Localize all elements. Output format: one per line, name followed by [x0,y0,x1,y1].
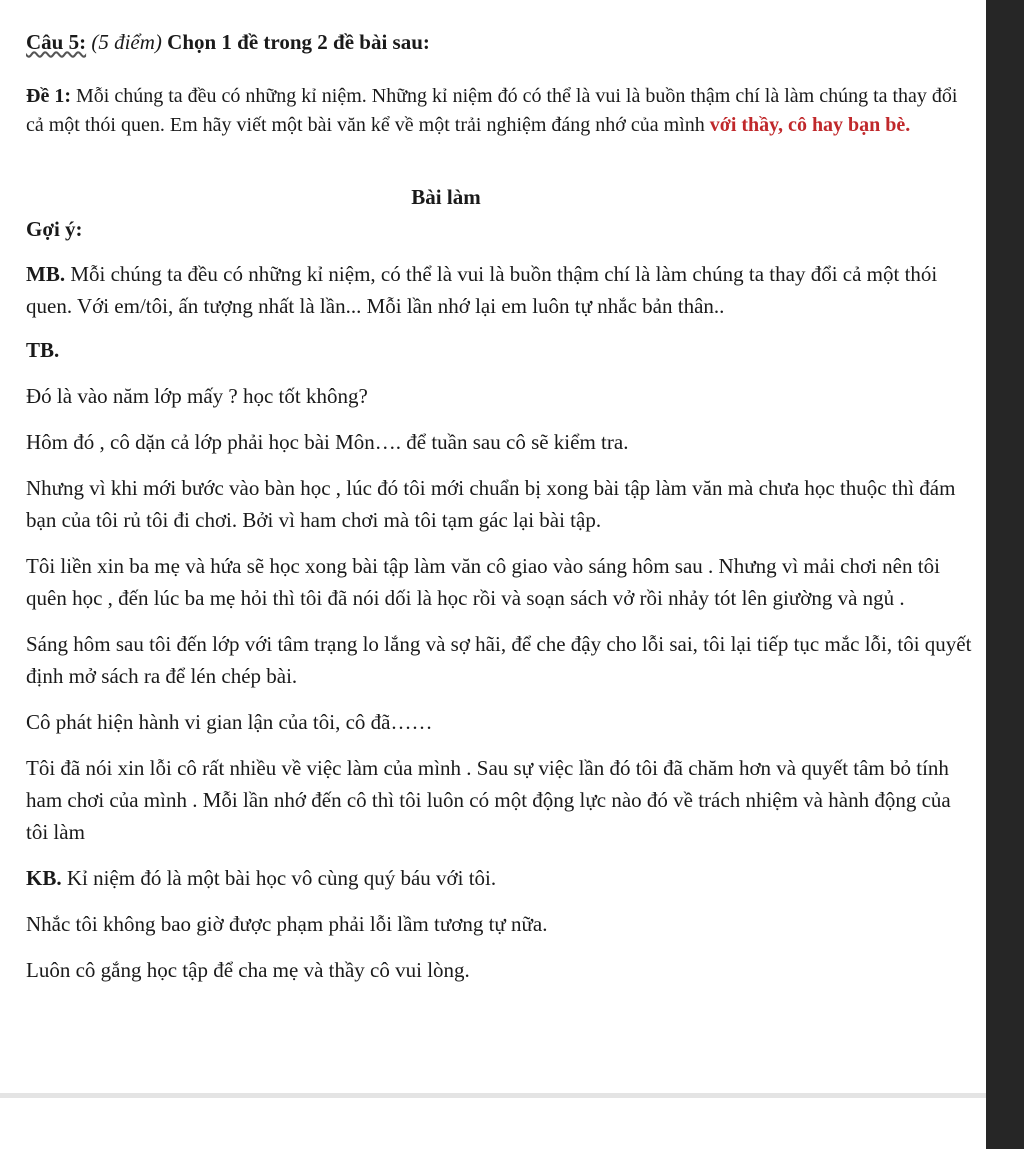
closing-paragraph: Luôn cô gắng học tập để cha mẹ và thầy cô vui lòng. [26,958,470,982]
kb-label: KB. [26,866,62,890]
topic-1-text: Mỗi chúng ta đều có những kỉ niệm. Những kỉ niệm đó có thể là vui là buồn thậm chí là làm chúng ta thay đổi cả một thói quen. Em hãy viết một bài văn kể về một trải nghiệm đáng nhớ của mình [26,85,958,136]
question-points: (5 điểm) [91,30,162,54]
tb-label: TB. [26,338,60,362]
question-title [26,28,976,56]
document-content [26,28,976,986]
body-paragraph: Sáng hôm sau tôi đến lớp với tâm trạng lo lắng và sợ hãi, để che đậy cho lỗi sai, tôi lại tiếp tục mắc lỗi, tôi quyết định mở sách ra để lén chép bài. [26,632,972,688]
question-instruction: Chọn 1 đề trong 2 đề bài sau: [167,30,430,54]
mb-text: Mỗi chúng ta đều có những kỉ niệm, có thể là vui là buồn thậm chí là làm chúng ta thay đổi cả một thói quen. Với em/tôi, ấn tượng nhất là lần... Mỗi lần nhớ lại em luôn tự nhắc bản thân.. [26,262,938,318]
body-paragraph: Hôm đó , cô dặn cả lớp phải học bài Môn…. để tuần sau cô sẽ kiểm tra. [26,430,629,454]
topic-1-highlight: với thầy, cô hay bạn bè. [709,114,911,136]
topic-1 [26,82,976,140]
kb-text: Kỉ niệm đó là một bài học vô cùng quý báu với tôi. [66,866,497,890]
essay-heading: Bài làm [411,185,481,209]
topic-1-label: Đề 1: [26,85,71,107]
page-divider [0,1093,986,1098]
question-label: Câu 5: [26,30,87,54]
body-paragraph: Đó là vào năm lớp mấy ? học tốt không? [26,384,368,408]
mb-label: MB. [26,262,66,286]
body-paragraph: Cô phát hiện hành vi gian lận của tôi, cô đã…… [26,710,433,734]
intro-paragraph [26,258,976,322]
body-paragraph: Nhưng vì khi mới bước vào bàn học , lúc đó tôi mới chuẩn bị xong bài tập làm văn mà chưa học thuộc thì đám bạn của tôi rủ tôi đi chơi. Bởi vì ham chơi mà tôi tạm gác lại bài tập. [26,476,956,532]
body-paragraph: Tôi liền xin ba mẹ và hứa sẽ học xong bài tập làm văn cô giao vào sáng hôm sau . Nhưng vì mải chơi nên tôi quên học , đến lúc ba mẹ hỏi thì tôi đã nói dối là học rồi và soạn sách vở rồi nhảy tót lên giường và ngủ . [26,554,940,610]
hint-label: Gợi ý: [26,217,83,241]
window-edge [986,0,1024,1149]
closing-paragraph: Nhắc tôi không bao giờ được phạm phải lỗi lầm tương tự nữa. [26,912,548,936]
conclusion-paragraph [26,862,976,894]
body-paragraph: Tôi đã nói xin lỗi cô rất nhiều về việc làm của mình . Sau sự việc lần đó tôi đã chăm hơn và quyết tâm bỏ tính ham chơi của mình . Mỗi lần nhớ đến cô thì tôi luôn có một động lực nào đó về trách nhiệm và hành động của tôi làm [26,756,951,844]
